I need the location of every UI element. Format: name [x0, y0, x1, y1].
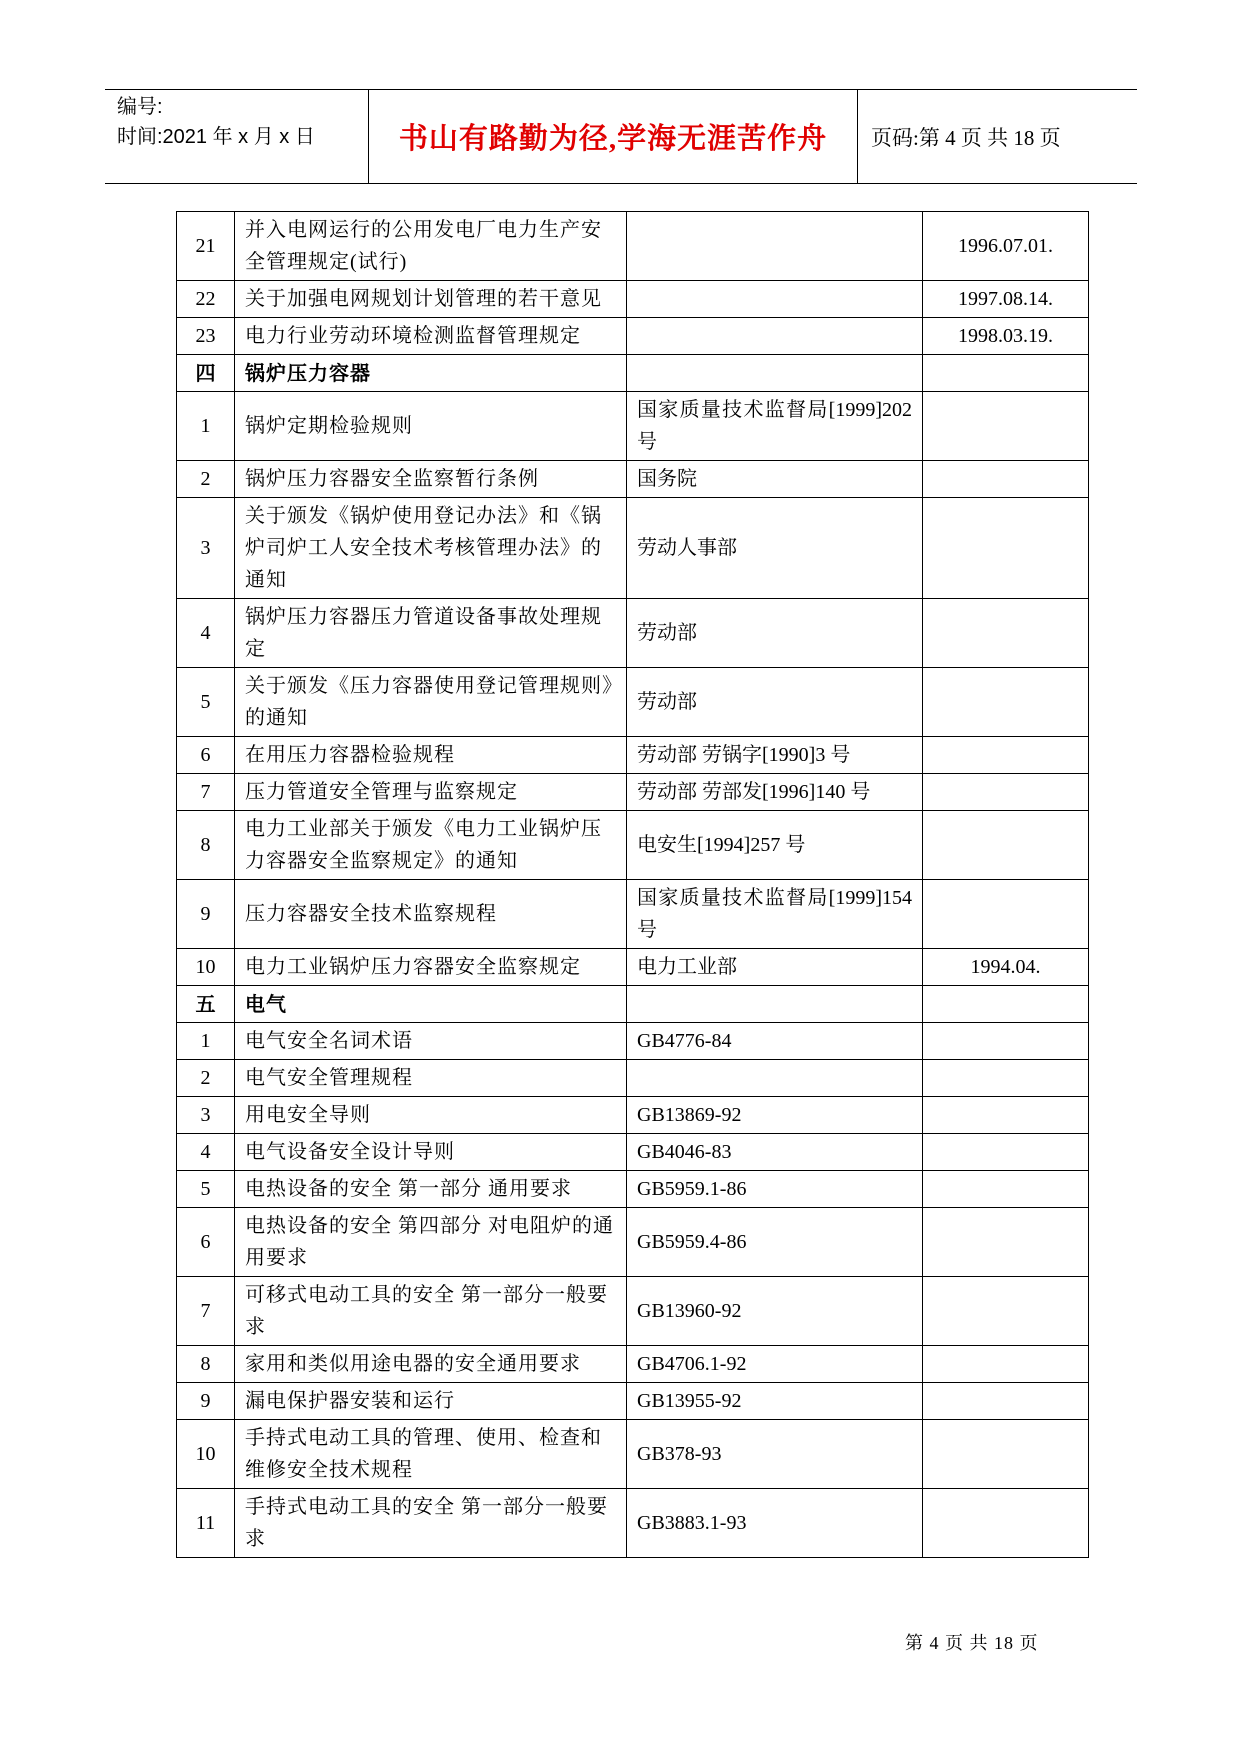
date-cell [923, 1097, 1089, 1134]
issuer-cell: GB378-93 [627, 1420, 923, 1489]
row-number-cell: 4 [177, 1134, 235, 1171]
date-cell [923, 668, 1089, 737]
issuer-cell [627, 986, 923, 1023]
table-row [177, 1346, 1089, 1383]
header-page-label: 页码:第 4 页 共 18 页 [871, 125, 1061, 150]
row-number-cell: 6 [177, 1208, 235, 1277]
regulation-name-cell: 电热设备的安全 第四部分 对电阻炉的通用要求 [235, 1208, 627, 1277]
date-cell: 1997.08.14. [923, 281, 1089, 318]
row-number-cell: 8 [177, 811, 235, 880]
regulations-table-body [177, 212, 1089, 1558]
date-cell [923, 1346, 1089, 1383]
row-number-cell: 3 [177, 498, 235, 599]
table-row [177, 1383, 1089, 1420]
issuer-cell: 劳动部 [627, 599, 923, 668]
issuer-cell: 国务院 [627, 461, 923, 498]
row-number-cell: 5 [177, 1171, 235, 1208]
regulation-name-cell: 电气 [235, 986, 627, 1023]
regulation-name-cell: 电力工业锅炉压力容器安全监察规定 [235, 949, 627, 986]
issuer-cell [627, 318, 923, 355]
regulation-name-cell: 可移式电动工具的安全 第一部分一般要求 [235, 1277, 627, 1346]
issuer-cell: 劳动部 劳锅字[1990]3 号 [627, 737, 923, 774]
row-number-cell: 9 [177, 1383, 235, 1420]
row-number-cell: 6 [177, 737, 235, 774]
table-row [177, 1208, 1089, 1277]
date-cell [923, 392, 1089, 461]
date-cell [923, 880, 1089, 949]
regulation-name-cell: 锅炉定期检验规则 [235, 392, 627, 461]
row-number-cell: 3 [177, 1097, 235, 1134]
row-number-cell: 五 [177, 986, 235, 1023]
issuer-cell: GB13960-92 [627, 1277, 923, 1346]
row-number-cell: 1 [177, 392, 235, 461]
date-cell [923, 1023, 1089, 1060]
page-header [105, 89, 1137, 184]
row-number-cell: 4 [177, 599, 235, 668]
issuer-cell: GB3883.1-93 [627, 1489, 923, 1558]
issuer-cell: GB5959.4-86 [627, 1208, 923, 1277]
table-row [177, 1489, 1089, 1558]
table-row [177, 668, 1089, 737]
date-cell [923, 1383, 1089, 1420]
date-cell: 1996.07.01. [923, 212, 1089, 281]
date-cell [923, 737, 1089, 774]
date-cell [923, 599, 1089, 668]
issuer-cell: GB4046-83 [627, 1134, 923, 1171]
table-row [177, 212, 1089, 281]
section-row [177, 355, 1089, 392]
document-number-label: 编号: [117, 96, 163, 118]
regulation-name-cell: 电气设备安全设计导则 [235, 1134, 627, 1171]
regulation-name-cell: 电气安全管理规程 [235, 1060, 627, 1097]
table-row [177, 1171, 1089, 1208]
date-cell: 1998.03.19. [923, 318, 1089, 355]
row-number-cell: 5 [177, 668, 235, 737]
page-footer: 第 4 页 共 18 页 [905, 1633, 1039, 1653]
issuer-cell [627, 355, 923, 392]
issuer-cell: GB4706.1-92 [627, 1346, 923, 1383]
date-cell [923, 1277, 1089, 1346]
issuer-cell [627, 281, 923, 318]
date-cell [923, 1208, 1089, 1277]
section-row [177, 986, 1089, 1023]
regulation-name-cell: 关于加强电网规划计划管理的若干意见 [235, 281, 627, 318]
regulation-name-cell: 关于颁发《锅炉使用登记办法》和《锅炉司炉工人安全技术考核管理办法》的通知 [235, 498, 627, 599]
regulation-name-cell: 用电安全导则 [235, 1097, 627, 1134]
date-cell [923, 1420, 1089, 1489]
row-number-cell: 2 [177, 1060, 235, 1097]
issuer-cell: GB13869-92 [627, 1097, 923, 1134]
issuer-cell: 劳动人事部 [627, 498, 923, 599]
date-cell [923, 1489, 1089, 1558]
table-row [177, 1060, 1089, 1097]
row-number-cell: 9 [177, 880, 235, 949]
regulations-table [176, 211, 1089, 1558]
date-cell [923, 498, 1089, 599]
regulation-name-cell: 在用压力容器检验规程 [235, 737, 627, 774]
regulation-name-cell: 手持式电动工具的管理、使用、检查和维修安全技术规程 [235, 1420, 627, 1489]
regulation-name-cell: 电力行业劳动环境检测监督管理规定 [235, 318, 627, 355]
regulation-name-cell: 电力工业部关于颁发《电力工业锅炉压力容器安全监察规定》的通知 [235, 811, 627, 880]
row-number-cell: 10 [177, 949, 235, 986]
issuer-cell [627, 1060, 923, 1097]
row-number-cell: 1 [177, 1023, 235, 1060]
table-row [177, 1097, 1089, 1134]
regulation-name-cell: 并入电网运行的公用发电厂电力生产安全管理规定(试行) [235, 212, 627, 281]
date-cell [923, 1134, 1089, 1171]
table-row [177, 318, 1089, 355]
issuer-cell: GB4776-84 [627, 1023, 923, 1060]
date-cell: 1994.04. [923, 949, 1089, 986]
regulation-name-cell: 漏电保护器安装和运行 [235, 1383, 627, 1420]
issuer-cell: 劳动部 [627, 668, 923, 737]
header-motto: 书山有路勤为径,学海无涯苦作舟 [398, 123, 828, 155]
regulation-name-cell: 手持式电动工具的安全 第一部分一般要求 [235, 1489, 627, 1558]
date-cell [923, 811, 1089, 880]
table-row [177, 392, 1089, 461]
row-number-cell: 8 [177, 1346, 235, 1383]
regulation-name-cell: 电气安全名词术语 [235, 1023, 627, 1060]
table-row [177, 949, 1089, 986]
regulation-name-cell: 电热设备的安全 第一部分 通用要求 [235, 1171, 627, 1208]
issuer-cell: 电安生[1994]257 号 [627, 811, 923, 880]
table-row [177, 599, 1089, 668]
regulation-name-cell: 锅炉压力容器安全监察暂行条例 [235, 461, 627, 498]
table-row [177, 1134, 1089, 1171]
issuer-cell: 电力工业部 [627, 949, 923, 986]
table-row [177, 498, 1089, 599]
issuer-cell [627, 212, 923, 281]
table-row [177, 774, 1089, 811]
regulation-name-cell: 锅炉压力容器压力管道设备事故处理规定 [235, 599, 627, 668]
document-time-label: 时间:2021 年 x 月 x 日 [117, 126, 315, 148]
row-number-cell: 11 [177, 1489, 235, 1558]
date-cell [923, 774, 1089, 811]
table-row [177, 461, 1089, 498]
table-row [177, 811, 1089, 880]
row-number-cell: 四 [177, 355, 235, 392]
regulation-name-cell: 家用和类似用途电器的安全通用要求 [235, 1346, 627, 1383]
table-row [177, 281, 1089, 318]
row-number-cell: 10 [177, 1420, 235, 1489]
header-left [117, 92, 315, 152]
table-row [177, 880, 1089, 949]
table-row [177, 1420, 1089, 1489]
row-number-cell: 22 [177, 281, 235, 318]
row-number-cell: 23 [177, 318, 235, 355]
regulation-name-cell: 关于颁发《压力容器使用登记管理规则》的通知 [235, 668, 627, 737]
issuer-cell: 劳动部 劳部发[1996]140 号 [627, 774, 923, 811]
date-cell [923, 1060, 1089, 1097]
date-cell [923, 355, 1089, 392]
issuer-cell: 国家质量技术监督局[1999]154 号 [627, 880, 923, 949]
regulation-name-cell: 压力管道安全管理与监察规定 [235, 774, 627, 811]
date-cell [923, 1171, 1089, 1208]
header-divider [857, 90, 858, 183]
row-number-cell: 7 [177, 1277, 235, 1346]
table-row [177, 1023, 1089, 1060]
row-number-cell: 21 [177, 212, 235, 281]
regulation-name-cell: 锅炉压力容器 [235, 355, 627, 392]
issuer-cell: GB13955-92 [627, 1383, 923, 1420]
table-row [177, 1277, 1089, 1346]
issuer-cell: GB5959.1-86 [627, 1171, 923, 1208]
row-number-cell: 2 [177, 461, 235, 498]
date-cell [923, 986, 1089, 1023]
regulation-name-cell: 压力容器安全技术监察规程 [235, 880, 627, 949]
issuer-cell: 国家质量技术监督局[1999]202 号 [627, 392, 923, 461]
table-row [177, 737, 1089, 774]
date-cell [923, 461, 1089, 498]
row-number-cell: 7 [177, 774, 235, 811]
